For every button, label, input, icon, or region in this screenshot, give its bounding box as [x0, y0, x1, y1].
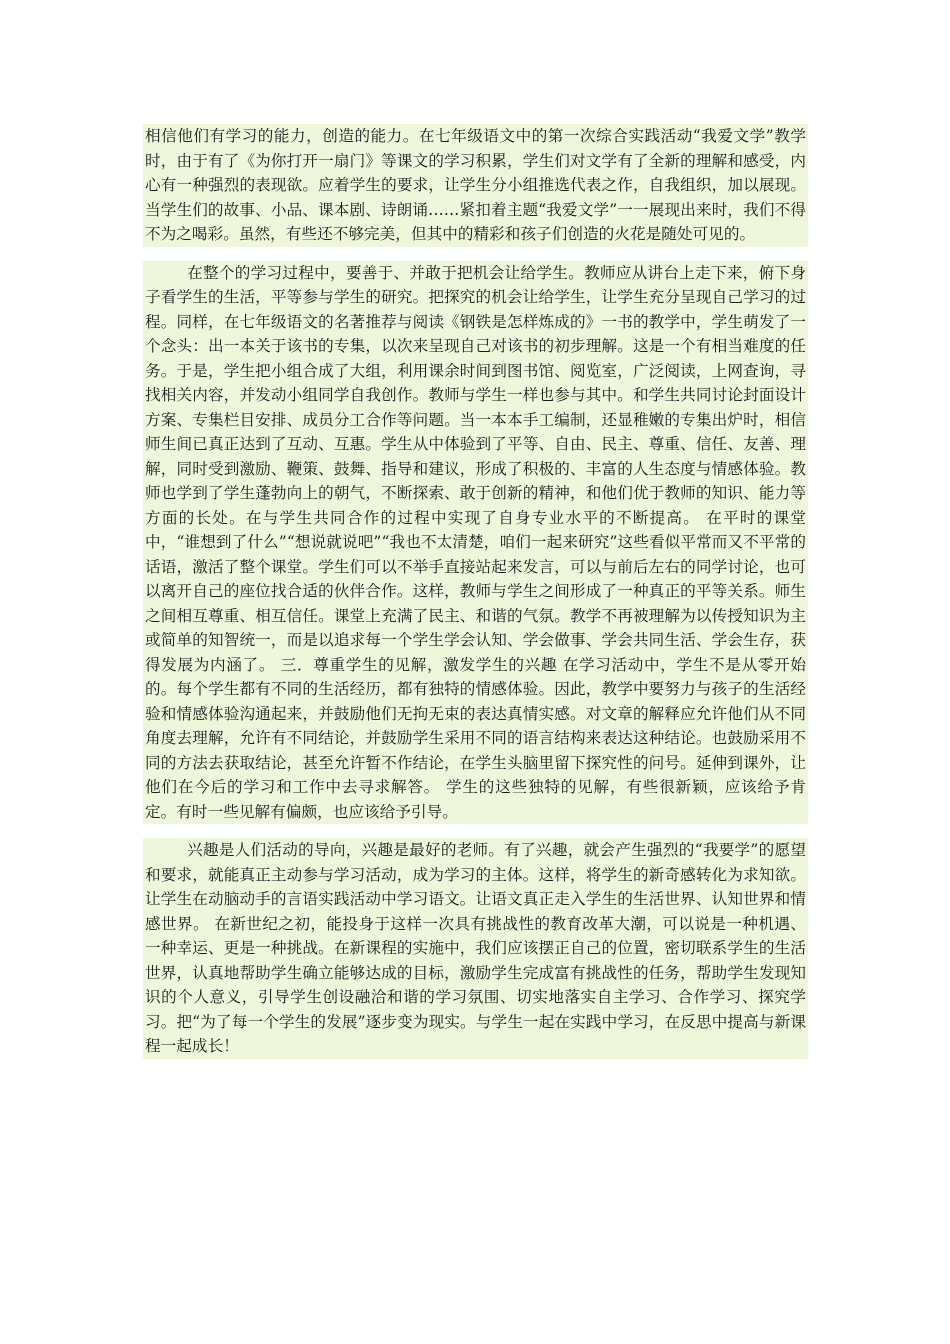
paragraph-2: 在整个的学习过程中，要善于、并敢于把机会让给学生。教师应从讲台上走下来，俯下身子看学生的生活，平等参与学生的研究。把探究的机会让给学生，让学生充分呈现自己学习的过程。同样，在七年级语文的名著推荐与阅读《钢铁是怎样炼成的》一书的教学中，学生萌发了一个念头：出一本关于该书的专集，以次来呈现自己对该书的初步理解。这是一个有相当难度的任务。于是，学生把小组合成了大组，利用课余时间到图书馆、阅览室，广泛阅读，上网查询，寻找相关内容，并发动小组同学自我创作。教师与学生一样也参与其中。和学生共同讨论封面设计方案、专集栏目安排、成员分工合作等问题。当一本本手工编制，还显稚嫩的专集出炉时，相信师生间已真正达到了互动、互惠。学生从中体验到了平等、自由、民主、尊重、信任、友善、理解，同时受到激励、鞭策、鼓舞、指导和建议，形成了积极的、丰富的人生态度与情感体验。教师也学到了学生蓬勃向上的朝气，不断探索、敢于创新的精神，和他们优于教师的知识、能力等方面的长处。在与学生共同合作的过程中实现了自身专业水平的不断提高。 在平时的课堂中，“谁想到了什么”“想说就说吧”“我也不太清楚，咱们一起来研究”这些看似平常而又不平常的话语，激活了整个课堂。学生们可以不举手直接站起来发言，可以与前后左右的同学讨论，也可以离开自己的座位找合适的伙伴合作。这样，教师与学生之间形成了一种真正的平等关系。师生之间相互尊重、相互信任。课堂上充满了民主、和谐的气氛。教学不再被理解为以传授知识为主或简单的知智统一，而是以追求每一个学生学会认知、学会做事、学会共同生活、学会生存，获得发展为内涵了。 三．尊重学生的见解，激发学生的兴趣 在学习活动中，学生不是从零开始的。每个学生都有不同的生活经历，都有独特的情感体验。因此，教学中要努力与孩子的生活经验和情感体验沟通起来，并鼓励他们无拘无束的表达真情实感。对文章的解释应允许他们从不同角度去理解，允许有不同结论，并鼓励学生采用不同的语言结构来表达这种结论。也鼓励采用不同的方法去获取结论，甚至允许暂不作结论，在学生头脑里留下探究性的问号。延伸到课外，让他们在今后的学习和工作中去寻求解答。 学生的这些独特的见解，有些很新颖，应该给予肯定。有时一些见解有偏颇，也应该给予引导。	[143, 261, 808, 825]
paragraph-3: 兴趣是人们活动的导向，兴趣是最好的老师。有了兴趣，就会产生强烈的“我要学”的愿望和要求，就能真正主动参与学习活动，成为学习的主体。这样，将学生的新奇感转化为求知欲。让学生在动脑动手的言语实践活动中学习语文。让语文真正走入学生的生活世界、认知世界和情感世界。 在新世纪之初，能投身于这样一次具有挑战性的教育改革大潮，可以说是一种机遇、一种幸运、更是一种挑战。在新课程的实施中，我们应该摆正自己的位置，密切联系学生的生活世界，认真地帮助学生确立能够达成的目标，激励学生完成富有挑战性的任务，帮助学生发现知识的个人意义，引导学生创设融洽和谐的学习氛围、切实地落实自主学习、合作学习、探究学习。把“为了每一个学生的发展”逐步变为现实。与学生一起在实践中学习，在反思中提高与新课程一起成长！	[143, 838, 808, 1059]
document-body	[143, 124, 808, 1059]
paragraph-gap	[143, 247, 808, 261]
paragraph-1: 相信他们有学习的能力，创造的能力。在七年级语文中的第一次综合实践活动“我爱文学”教学时，由于有了《为你打开一扇门》等课文的学习积累，学生们对文学有了全新的理解和感受，内心有一种强烈的表现欲。应着学生的要求，让学生分小组推选代表之作，自我组织，加以展现。当学生们的故事、小品、课本剧、诗朗诵……紧扣着主题“我爱文学”一一展现出来时，我们不得不为之喝彩。虽然，有些还不够完美，但其中的精彩和孩子们创造的火花是随处可见的。	[143, 124, 808, 247]
paragraph-gap	[143, 824, 808, 838]
